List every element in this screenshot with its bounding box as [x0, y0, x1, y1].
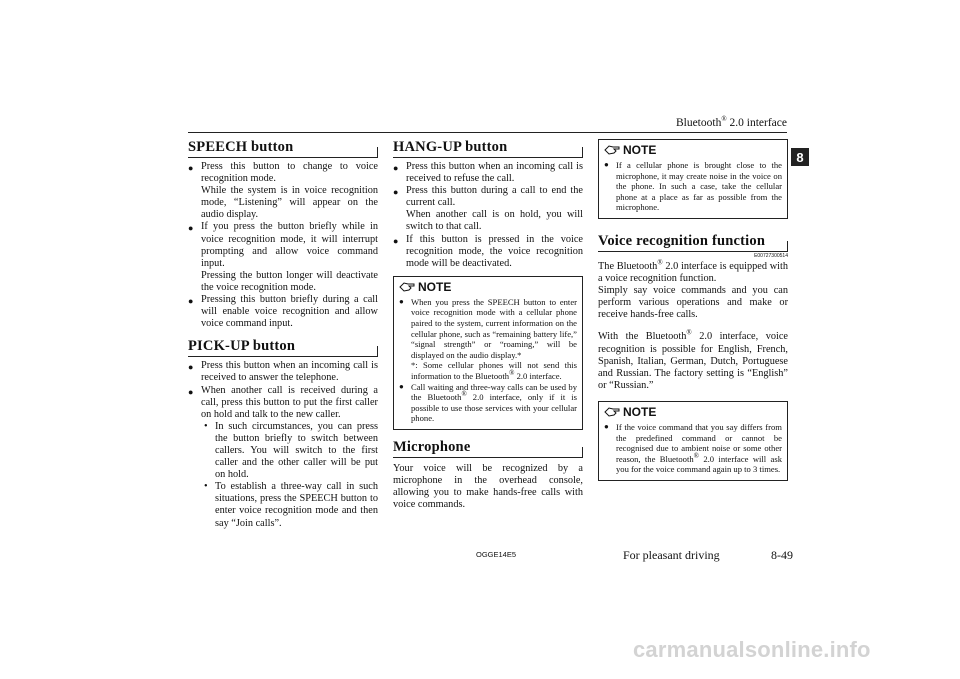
heading-text: HANG-UP button [393, 139, 508, 155]
list-item-text: Press this button when an incoming call is received to answer the telephone. [201, 360, 378, 384]
heading-text: PICK-UP button [188, 338, 296, 355]
note-box [393, 276, 583, 430]
list-item [188, 161, 378, 221]
note-item-text: When you press the SPEECH button to enter voice recognition mode with a cellular phone paired to the system, current information on the cellular phone, such as “remaining battery life,” “signal strength” or “roaming,” will be displayed on the audio display.* *: Some cellular phones will not send this information to the Bluetooth [411, 296, 577, 381]
bullet-icon: ● [188, 386, 194, 397]
registered-mark: ® [693, 451, 699, 460]
registered-mark: ® [461, 390, 467, 399]
footer-section-title: For pleasant driving [623, 548, 720, 562]
note-box [598, 401, 788, 481]
heading-text: SPEECH button [188, 139, 294, 155]
speech-button-heading [188, 139, 378, 158]
note-item-text: If the voice command that you say differs from the predefined command or cannot be recognised due to ambient noise or some other reason, the Bluetooth [616, 421, 782, 464]
header-title-text: Bluetooth [675, 117, 722, 129]
list-item-text: When another call is received during a call, press this button to put the first caller on hold and talk to the new caller. [201, 384, 378, 420]
list-item [393, 185, 583, 233]
spacer [188, 330, 378, 338]
bullet-icon: ● [188, 362, 194, 373]
column-left [188, 139, 378, 530]
note-hand-icon [399, 281, 415, 293]
heading-rule-tail [377, 346, 378, 356]
footer-document-code: OGGE14E5 [476, 550, 517, 559]
list-item [188, 221, 378, 294]
list-item-text: Pressing this button briefly during a call will enable voice recognition and allow voice command input. [201, 294, 378, 330]
registered-mark: ® [721, 115, 727, 124]
spacer [598, 219, 788, 233]
microphone-paragraph: Your voice will be recognized by a microphone in the overhead console, allowing you to make hands-free calls with voice commands. [393, 462, 583, 511]
heading-rule-tail [582, 147, 583, 157]
note-list [604, 422, 782, 475]
bullet-icon: ● [604, 421, 609, 431]
header-rule [188, 132, 787, 133]
hangup-button-heading [393, 139, 583, 158]
note-item-text: Call waiting and three-way calls can be used by the Bluetooth [411, 381, 577, 403]
note-list [604, 160, 782, 213]
chapter-tab: 8 [791, 148, 809, 166]
bullet-icon: ● [393, 235, 399, 246]
note-item-text-end: 2.0 interface will ask you for the voice command again up to 3 times. [616, 453, 782, 475]
microphone-heading [393, 439, 583, 458]
heading-text: Voice recognition function [598, 232, 766, 249]
bullet-icon: ● [188, 163, 194, 173]
note-header [399, 280, 577, 294]
paragraph-text-end: 2.0 interface is equipped with a voice recognition function. Simply say voice commands and you can perform various operations and make or receive hands-free calls. [598, 260, 789, 321]
voice-recognition-heading [598, 233, 788, 252]
list-item-text: Press this button during a call to end the current call. When another call is on hold, you will switch to that call. [406, 185, 583, 233]
voice-recognition-paragraph-1 [598, 258, 789, 321]
list-item [188, 385, 378, 530]
note-list [399, 297, 577, 424]
note-item [604, 160, 782, 213]
note-hand-icon [604, 144, 620, 156]
bullet-icon: ● [393, 187, 399, 198]
bullet-icon: ● [399, 381, 404, 391]
registered-mark: ® [657, 258, 663, 267]
bullet-icon: ● [188, 223, 194, 234]
note-header [604, 405, 782, 419]
note-item [399, 382, 577, 424]
spacer [393, 430, 583, 439]
sub-list-item [201, 481, 378, 529]
sub-list [201, 421, 378, 530]
note-title: NOTE [623, 404, 657, 419]
sub-list-item-text: To establish a three-way call in such situations, press the SPEECH button to enter voice recognition mode and then say “Join calls”. [215, 481, 378, 529]
page-number: 8-49 [771, 548, 793, 562]
bullet-icon: ● [188, 296, 194, 307]
bullet-icon: ● [399, 296, 404, 306]
running-header [676, 117, 787, 129]
heading-text: Microphone [393, 438, 471, 455]
spacer [598, 321, 788, 331]
paragraph-text: With the Bluetooth [598, 331, 687, 343]
note-title: NOTE [623, 143, 657, 157]
list-item [188, 294, 378, 330]
sub-list-item [201, 421, 378, 481]
list-item [188, 360, 378, 384]
heading-rule-tail [377, 147, 378, 157]
paragraph-text-end: 2.0 interface, voice recognition is possible for English, French, Spanish, Italian, German, Dutch, Portuguese and Russian. The factory setting is “English” or “Russian.” [598, 331, 788, 391]
list-item [393, 161, 583, 185]
heading-rule-tail [582, 447, 583, 457]
column-middle [393, 139, 583, 511]
note-header [604, 143, 782, 157]
note-hand-icon [604, 406, 620, 418]
pickup-button-heading [188, 338, 378, 357]
watermark: carmanualsonline.info [633, 637, 871, 662]
small-bullet-icon: • [204, 481, 208, 493]
note-title: NOTE [418, 279, 452, 294]
note-box [598, 139, 788, 219]
note-item-text: If a cellular phone is brought close to the microphone, it may create noise in the voice on the phone. In such a case, take the cellular phone at a place as far as possible from the microphone. [616, 160, 782, 213]
voice-recognition-paragraph-2 [598, 331, 788, 391]
note-item-text-end: 2.0 interface. [514, 371, 562, 381]
list-item-text: If you press the button briefly while in voice recognition mode, it will interrupt prompting and allow voice command input. Pressing the button longer will deactivate the voice recognition mode. [201, 221, 378, 293]
list-item [393, 234, 583, 270]
bullet-icon: ● [604, 160, 609, 169]
registered-mark: ® [686, 329, 692, 338]
registered-mark: ® [509, 369, 515, 378]
heading-rule-tail [787, 241, 788, 251]
section-code: E00727300514 [754, 252, 788, 259]
list-item-text: Press this button when an incoming call is received to refuse the call. [406, 161, 583, 185]
header-title-suffix: 2.0 interface [726, 117, 787, 129]
speech-button-list [188, 161, 378, 330]
paragraph-text: The Bluetooth [598, 260, 658, 272]
note-item [399, 297, 577, 382]
column-right [598, 139, 788, 481]
note-item-text-end: 2.0 interface, only if it is possible to use those services with your cellular phone. [411, 392, 577, 424]
pickup-button-list [188, 360, 378, 529]
small-bullet-icon: • [204, 420, 208, 432]
sub-list-item-text: In such circumstances, you can press the button briefly to switch between callers. You will switch to the first caller and the other caller will be put on hold. [215, 420, 378, 481]
list-item-text: Press this button to change to voice recognition mode. While the system is in voice recognition mode, “Listening” will appear on the audio display. [201, 161, 378, 221]
list-item-text: If this button is pressed in the voice recognition mode, the voice recognition mode will be deactivated. [406, 233, 583, 269]
bullet-icon: ● [393, 163, 399, 173]
hangup-button-list [393, 161, 583, 270]
note-item [604, 422, 782, 475]
